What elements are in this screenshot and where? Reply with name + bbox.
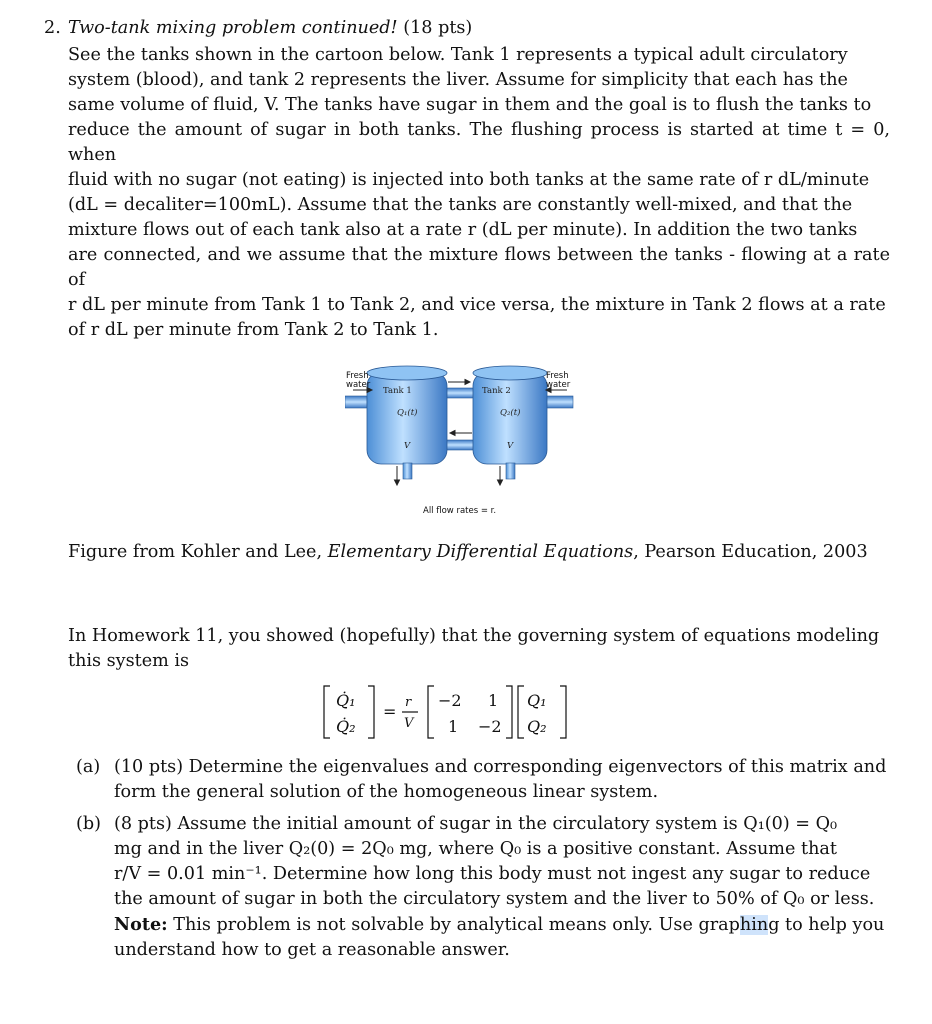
- part-b-text: [114, 812, 890, 963]
- tank2-volume-label: V: [507, 441, 514, 451]
- tank1-outlet: [403, 463, 412, 479]
- part-a-line: form the general solution of the homogeneous linear system.: [114, 782, 659, 802]
- tank2-top: [473, 366, 547, 380]
- bracket-left-1: [324, 686, 330, 738]
- flow-rate-note: All flow rates = r.: [423, 506, 497, 516]
- problem-number: 2.: [44, 18, 61, 38]
- matrix-22: −2: [478, 717, 502, 736]
- tank1-to-tank2-arrow-head: [465, 380, 470, 385]
- intro-line: same volume of fluid, V. The tanks have sugar in them and the goal is to flush the tanks to: [68, 95, 872, 115]
- equals-sign: =: [383, 702, 397, 721]
- intro-line: system (blood), and tank 2 represents the liver. Assume for simplicity that each has the: [68, 70, 848, 90]
- figure-caption: [68, 542, 868, 562]
- caption-suffix: , Pearson Education, 2003: [633, 542, 868, 562]
- note-text-b: g to help you: [768, 915, 885, 935]
- intro-line: (dL = decaliter=100mL). Assume that the tanks are constantly well-mixed, and that the: [68, 195, 853, 215]
- governing-equation: [320, 682, 620, 742]
- tank1-top: [367, 366, 447, 380]
- intro-line: fluid with no sugar (not eating) is injected into both tanks at the same rate of r dL/minute: [68, 170, 870, 190]
- tank2-outflow-arrow-head: [498, 480, 503, 485]
- fresh-water-left-label-2: water: [346, 380, 371, 390]
- rate-r: r: [405, 695, 412, 710]
- bracket-left-3: [518, 686, 524, 738]
- note-label: Note:: [114, 914, 168, 935]
- part-b-line: mg and in the liver Q₂(0) = 2Q₀ mg, where Q₀ is a positive constant. Assume that: [114, 839, 837, 859]
- tank2-to-tank1-arrow-head: [450, 431, 455, 436]
- left-inlet-pipe: [345, 396, 367, 408]
- part-a-label: (a): [76, 757, 101, 777]
- intro-line: of r dL per minute from Tank 2 to Tank 1.: [68, 320, 439, 340]
- volume-v: V: [404, 716, 414, 731]
- top-connecting-pipe: [445, 388, 475, 398]
- intro-line: r dL per minute from Tank 1 to Tank 2, and vice versa, the mixture in Tank 2 flows at a rate: [68, 295, 886, 315]
- matrix-12: 1: [488, 691, 499, 710]
- matrix-21: 1: [448, 717, 459, 736]
- tank2-outlet: [506, 463, 515, 479]
- bracket-left-2: [428, 686, 434, 738]
- caption-book-title: Elementary Differential Equations: [327, 542, 634, 562]
- part-b-line: (8 pts) Assume the initial amount of sugar in the circulatory system is Q₁(0) = Q₀: [114, 814, 838, 834]
- tank1-outflow-arrow-head: [395, 480, 400, 485]
- fresh-water-right-label-1: Fresh: [546, 371, 569, 381]
- bracket-right-1: [368, 686, 374, 738]
- bottom-connecting-pipe: [445, 440, 475, 450]
- q1-label: Q₁(t): [397, 408, 418, 418]
- problem-title-text: Two-tank mixing problem continued!: [68, 18, 398, 38]
- part-a-line: (10 pts) Determine the eigenvalues and corresponding eigenvectors of this matrix and: [114, 757, 887, 777]
- two-tank-figure: [345, 360, 575, 520]
- right-inlet-pipe: [545, 396, 573, 408]
- problem-title: [68, 18, 472, 38]
- intro-line: mixture flows out of each tank also at a rate r (dL per minute). In addition the two tanks: [68, 220, 858, 240]
- intro-line: reduce the amount of sugar in both tanks. The flushing process is started at time t = 0, when: [68, 120, 890, 165]
- vector-q2: Q₂: [527, 717, 547, 736]
- matrix-11: −2: [438, 691, 462, 710]
- part-b-line: r/V = 0.01 min⁻¹. Determine how long this body must not ingest any sugar to reduce: [114, 864, 871, 884]
- intro-line: See the tanks shown in the cartoon below. Tank 1 represents a typical adult circulatory: [68, 45, 848, 65]
- part-b-label: (b): [76, 814, 101, 834]
- homework-line: this system is: [68, 651, 190, 671]
- problem-intro: [68, 43, 890, 343]
- part-b-note: [114, 912, 890, 938]
- tank1-label: Tank 1: [383, 386, 412, 396]
- intro-line: are connected, and we assume that the mixture flows between the tanks - flowing at a rate of: [68, 245, 890, 290]
- q2-dot: Q̇₂: [336, 717, 356, 736]
- part-a-text: [114, 755, 890, 805]
- part-b-line: the amount of sugar in both the circulatory system and the liver to 50% of Q₀ or less.: [114, 889, 875, 909]
- vector-q1: Q₁: [527, 691, 547, 710]
- bracket-right-3: [560, 686, 566, 738]
- fresh-water-left-label-1: Fresh: [346, 371, 369, 381]
- part-b-note-line2: understand how to get a reasonable answer.: [114, 940, 510, 960]
- caption-prefix: Figure from Kohler and Lee,: [68, 542, 328, 562]
- q2-label: Q₂(t): [500, 408, 521, 418]
- tank1-volume-label: V: [404, 441, 411, 451]
- problem-points: (18 pts): [403, 18, 473, 38]
- homework-line: In Homework 11, you showed (hopefully) that the governing system of equations modeling: [68, 626, 880, 646]
- fresh-water-right-label-2: water: [546, 380, 571, 390]
- tank2-label: Tank 2: [482, 386, 511, 396]
- homework-reference: [68, 624, 890, 674]
- bracket-right-2: [506, 686, 512, 738]
- note-highlight: hin: [739, 915, 769, 935]
- q1-dot: Q̇₁: [336, 691, 356, 710]
- note-text-a: This problem is not solvable by analytical means only. Use grap: [167, 915, 740, 935]
